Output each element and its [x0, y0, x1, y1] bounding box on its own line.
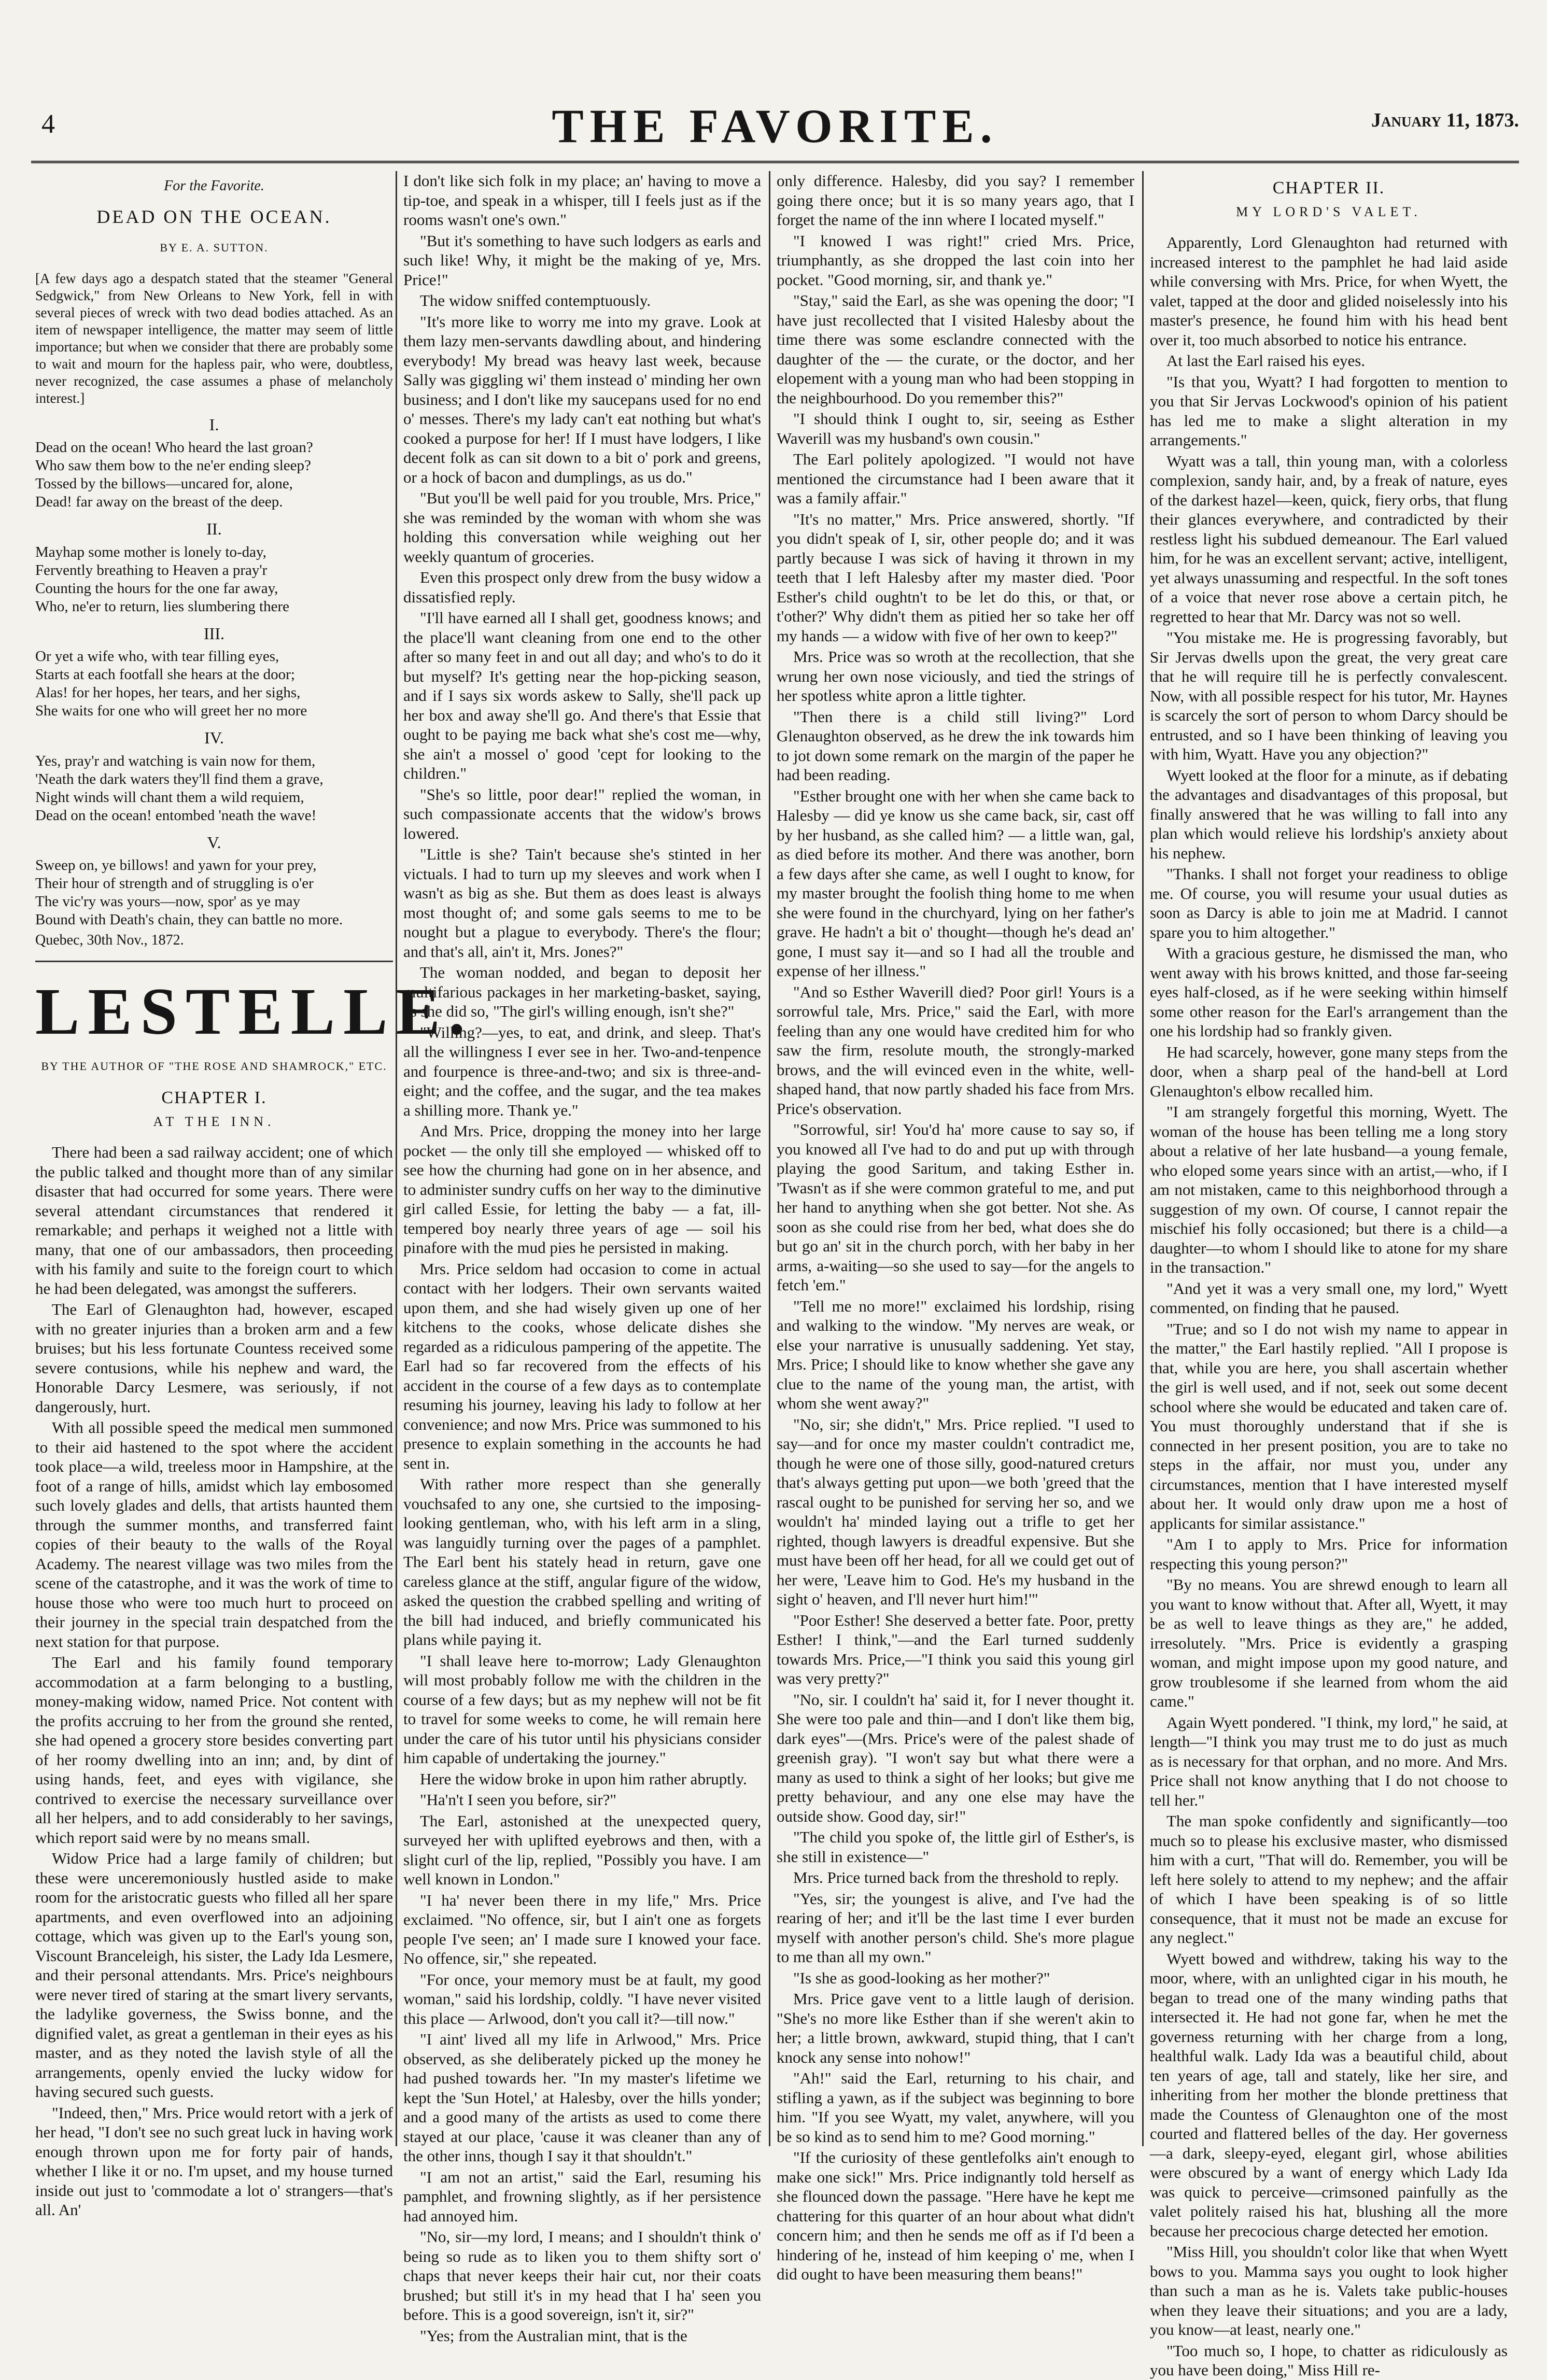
paragraph: "I should think I ought to, sir, seeing as Esther Waverill was my husband's own cousin." — [777, 410, 1134, 447]
stanza — [35, 728, 393, 825]
newspaper-title: THE FAVORITE. — [552, 100, 998, 152]
stanza-number: I. — [209, 415, 219, 434]
stanza-number: V. — [207, 833, 221, 852]
paragraph: "But you'll be well paid for you trouble, Mrs. Price," she was reminded by the woman with whom she was holding this conversation while weighing out her weekly quantum of groceries. — [403, 489, 761, 566]
paragraph: "And so Esther Waverill died? Poor girl! Yours is a sorrowful tale, Mrs. Price," said the Earl, with more feeling than any one would have credited him for who saw the firm, resolute mouth, the strongly-marked brows, and the will evinced even in the white, well-shaped hand, that now partly shaded his face from Mrs. Price's observation. — [777, 982, 1134, 1118]
story-title: LESTELLE. — [35, 974, 473, 1048]
paragraph: "Poor Esther! She deserved a better fate. Poor, pretty Esther! I think,"—and the Earl turned suddenly towards Mrs. Price,—"I think you said this young girl was very pretty?" — [777, 1611, 1134, 1687]
paragraph: "No, sir. I couldn't ha' said it, for I never thought it. She were too pale and thin—and I don't like them big, dark eyes"—(Mrs. Price's were of the palest shade of greenish gray). "I won't say but what there were a many as used to think a sight of her looks; but give me pretty behaviour, and any one else may have the outside show. Good day, sir!" — [777, 1690, 1134, 1825]
paragraph: The widow sniffed contemptuously. — [420, 291, 651, 309]
paragraph: "True; and so I do not wish my name to appear in the matter," the Earl hastily replied. "All I propose is that, while you are here, you shall ascertain whether the girl is well used, and if not, seek out some decent school where she would be educated and taken care of. You must thoroughly understand that if she is connected in her present position, you are to take no steps in the affair, nor must you, under any circumstances, mention that I have interested myself about her. It would only draw upon me a host of applicants for similar assistance." — [1150, 1319, 1508, 1532]
paragraph: "Is that you, Wyatt? I had forgotten to mention to you that Sir Jervas Lockwood's opinion of his patient has led me to make a slight alteration in my arrangements." — [1150, 372, 1508, 449]
paragraph: "I aint' lived all my life in Arlwood," Mrs. Price observed, as she deliberately picked up the money he had pushed towards her. "In my master's lifetime we kept the 'Sun Hotel,' at Halesby, over the hills yonder; and a good many of the artists as used to come there stayed at our place, 'cause it was cleaner than any of the other inns, though I say it that shouldn't." — [403, 2030, 761, 2165]
paragraph: Mrs. Price seldom had occasion to come in actual contact with her lodgers. Their own servants waited upon them, and she had wisely given up one of her kitchens to the cooks, whose delicate dishes she regarded as a ridiculous pampering of the appetite. The Earl had so far recovered from the effects of his accident in the course of a few days as to contemplate resuming his journey, leaving his lady to follow at her convenience; and now Mrs. Price was summoned to his presence to explain something in the accounts he had sent in. — [403, 1259, 761, 1472]
poem-source-note: For the Favorite. — [164, 178, 264, 194]
stanza-text: Sweep on, ye billows! and yawn for your prey, Their hour of strength and of struggling is o'er The vic'ry was yours—now, spor' as ye may Bound with Death's chain, they can battle no more. — [35, 857, 343, 928]
chapter-heading: CHAPTER II. — [1272, 178, 1385, 198]
paragraph: Here the widow broke in upon him rather abruptly. — [420, 1769, 747, 1788]
paragraph: "Willing?—yes, to eat, and drink, and sleep. That's all the willingness I ever see in her. Two-and-tenpence and fourpence is three-and-two; and six is three-and-eight; and the coffee, and the sugar, and the tea makes a shilling more. Thank ye." — [403, 1023, 761, 1119]
stanza-number: III. — [204, 624, 224, 643]
paragraph: "I am not an artist," said the Earl, resuming his pamphlet, and frowning slightly, as if her persistence had annoyed him. — [403, 2167, 761, 2225]
column-divider — [396, 171, 397, 2146]
column-divider — [769, 171, 770, 2146]
paragraph: "If the curiosity of these gentlefolks ain't enough to make one sick!" Mrs. Price indignantly told herself as she flounced down the passage. "Here have he kept me chattering for this quarter of an hour about what didn't concern him; and then he sends me off as if I'd been a hindering of he, instead of him keeping o' me, when I did ought to have been measuring them beans!" — [777, 2148, 1134, 2283]
paragraph: The Earl politely apologized. "I would not have mentioned the circumstance had I been aware that it was a family affair." — [777, 450, 1134, 507]
paragraph: With all possible speed the medical men summoned to their aid hastened to the spot where the accident took place—a wild, treeless moor in Hampshire, at the foot of a range of hills, amidst which lay embosomed such lovely glades and dells, that artists haunted them through the summer months, and transferred faint copies of their beauty to the walls of the Royal Academy. The nearest village was two miles from the scene of the catastrophe, and it was the work of time to house those who were too much hurt to proceed on their journey in the special train despatched from the next station for that purpose. — [35, 1418, 393, 1651]
story-byline: BY THE AUTHOR OF "THE ROSE AND SHAMROCK," ETC. — [41, 1059, 387, 1073]
stanza-number: II. — [206, 519, 222, 538]
paragraph: "I shall leave here to-morrow; Lady Glenaughton will most probably follow me with the children in the course of a few days; but as my nephew will not be fit to travel for some weeks to come, he will remain here under the care of his tutor until his physicians consider him capable of undertaking the journey." — [403, 1651, 761, 1767]
paragraph: Apparently, Lord Glenaughton had returned with increased interest to the pamphlet he had laid aside while conversing with Mrs. Price, for when Wyett, the valet, tapped at the door and glided noiselessly into his master's presence, he found him with his head bent over it, too much absorbed to notice his entrance. — [1150, 233, 1508, 349]
paragraph: With a gracious gesture, he dismissed the man, who went away with his brows knitted, and those far-seeing eyes half-closed, as if he were seeking within himself some other reason for the Earl's arrangement than the one his lordship had so frankly given. — [1150, 944, 1508, 1040]
paragraph: Even this prospect only drew from the busy widow a dissatisfied reply. — [403, 568, 761, 606]
paragraph: "Is she as good-looking as her mother?" — [793, 1968, 1050, 1987]
issue-date: January 11, 1873. — [1371, 109, 1519, 131]
paragraph: "For once, your memory must be at fault, my good woman," said his lordship, coldly. "I have never visited this place — Arlwood, don't you call it?—till now." — [403, 1970, 761, 2027]
paragraph: "Then there is a child still living?" Lord Glenaughton observed, as he drew the ink towards him to jot down some remark on the margin of the paper he had been reading. — [777, 707, 1134, 784]
paragraph: Mrs. Price was so wroth at the recollection, that she wrung her own nose viciously, and tied the strings of her spotless white apron a little tighter. — [777, 647, 1134, 705]
paragraph: "Sorrowful, sir! You'd ha' more cause to say so, if you knowed all I've had to do and put up with through playing the good Saritum, and taking Esther in. 'Twasn't as if she were common grateful to me, and put her hand to anything when she got better. Not she. As soon as she could rise from her bed, what does she do but go an' sit in the church porch, with her baby in her arms, a-waiting—so she used to say—for the angels to fetch 'em." — [777, 1120, 1134, 1294]
paragraph: "Tell me no more!" exclaimed his lordship, rising and walking to the window. "My nerves are weak, or else your narrative is unusually saddening. Yet stay, Mrs. Price; I should like to know whether she gave any clue to the name of the young man, the artist, with whom she went away?" — [777, 1297, 1134, 1412]
stanza-text: Or yet a wife who, with tear filling eyes, Starts at each footfall she hears at the door; Alas! for her hopes, her tears, and her sighs, She waits for one who will greet her no more — [35, 648, 307, 719]
paragraph: "No, sir; she didn't," Mrs. Price replied. "I used to say—and for once my master couldn't contradict me, though he were one of those silly, good-natured creturs that's always getting put upon—we both 'greed that the rascal ought to be punished for serving her so, and we wouldn't ha' minded laying out a trifle to get her righted, though lawyers is dreadful expensive. But she must have been off her head, for all we could get out of her were, 'Leave him to God. He's my husband in the sight o' heaven, and I'll never hurt him!'" — [777, 1415, 1134, 1608]
paragraph: "You mistake me. He is progressing favorably, but Sir Jervas dwells upon the great, the very great care that he will require till he is perfectly convalescent. Now, with all possible respect for his tutor, Mr. Haynes is scarcely the sort of person to whom Darcy should be entrusted, and so I have been thinking of leaving you with him, Wyatt. Have you any objection?" — [1150, 628, 1508, 763]
paragraph: Wyett looked at the floor for a minute, as if debating the advantages and disadvantages of this proposal, but finally answered that he was willing to fall into any plan which would relieve his lordship's anxiety about his nephew. — [1150, 766, 1508, 862]
paragraph: Mrs. Price gave vent to a little laugh of derision. "She's no more like Esther than if she weren't akin to her; a little brown, awkward, stupid thing, that I can't knock any sense into nohow!" — [777, 1990, 1134, 2066]
paragraph: The man spoke confidently and significantly—too much so to please his exclusive master, who dismissed him with a curt, "That will do. Remember, you will be left here solely to attend to my nephew; and the affair of which I have been speaking is of so little consequence, that it must not be made an excuse for any neglect." — [1150, 1812, 1508, 1947]
paragraph: "Ha'n't I seen you before, sir?" — [420, 1791, 617, 1809]
paragraph: There had been a sad railway accident; one of which the public talked and thought more than of any similar disaster that had occurred for some years. There were several attendant circumstances that rendered it remarkable; and perhaps it weighed not a little with many, that one of our ambassadors, then proceeding with his family and suite to the foreign court to which he had been delegated, was amongst the sufferers. — [35, 1143, 393, 1298]
paragraph: "Too much so, I hope, to chatter as ridiculously as you have been doing," Miss Hill re- — [1150, 2341, 1508, 2379]
paragraph: He had scarcely, however, gone many steps from the door, when a sharp peal of the hand-bell at Lord Glenaughton's elbow recalled him. — [1150, 1043, 1508, 1100]
stanza — [35, 624, 393, 721]
stanza — [35, 833, 393, 930]
paragraph: "But it's something to have such lodgers as earls and such like! Why, it might be the making of ye, Mrs. Price!" — [403, 231, 761, 289]
column-1 — [35, 171, 473, 2219]
paragraph: "I knowed I was right!" cried Mrs. Price, triumphantly, as she dropped the last coin into her pocket. "Good morning, sir, and thank ye." — [777, 231, 1134, 289]
paragraph: I don't like sich folk in my place; an' having to move a tip-toe, and speak in a whisper, till I feels just as if the rooms wasn't one's own." — [403, 172, 761, 229]
stanza-text: Dead on the ocean! Who heard the last groan? Who saw them bow to the ne'er ending sleep? Tossed by the billows—uncared for, alone, Dead! far away on the breast of the deep. — [35, 439, 313, 510]
paragraph: "Yes; from the Australian mint, that is the — [420, 2326, 687, 2345]
paragraph: "I'll have earned all I shall get, goodness knows; and the place'll want cleaning from one end to the other after so many feet in and out all day; and who's to do it but myself? It's getting near the hop-picking season, and if I says six words askew to Sally, she'll pack up her box and away she'll go. And there's that Essie that ought to be paying me back what she's cost me—why, she ain't a mossel o' good 'cept for looking to the children." — [403, 609, 761, 782]
poem-byline: BY E. A. SUTTON. — [160, 241, 269, 254]
paragraph: "No, sir—my lord, I means; and I shouldn't think o' being so rude as to liken you to them shifty sort o' chaps that never keeps their hair cut, nor their coats brushed; but still it's in my head that I ha' seen you before. This is a good sovereign, isn't it, sir?" — [403, 2228, 761, 2323]
paragraph: "Indeed, then," Mrs. Price would retort with a jerk of her head, "I don't see no such great luck in having work enough thrown upon me for forty pair of hands, whether I like it or no. I'm upset, and my house turned inside out just to 'commodate a lot o' strangers—that's all. An' — [35, 2103, 393, 2219]
paragraph: The Earl of Glenaughton had, however, escaped with no greater injuries than a broken arm and a few bruises; but his less fortunate Countess received some severe contusions, while his nephew and ward, the Honorable Darcy Lesmere, was seriously, if not dangerously, hurt. — [35, 1300, 393, 1416]
chapter-heading: CHAPTER I. — [161, 1088, 267, 1107]
stanza — [35, 415, 393, 512]
paragraph: "It's more like to worry me into my grave. Look at them lazy men-servants dawdling about, and hindering everybody! My bread was heavy last week, because Sally was giggling wi' them instead o' minding her own business; and I don't like my saucepans used for no end o' messes. There's my lady can't eat nothing but what's cooked a purpose for her! If I must have lodgers, I like decent folk as can sit down to a bit o' pork and greens, or a hock of bacon and dumplings, as us do." — [403, 312, 761, 486]
stanza-text: Mayhap some mother is lonely to-day, Fervently breathing to Heaven a pray'r Counting the hours for the one far away, Who, ne'er to return, lies slumbering there — [35, 543, 290, 615]
stanza-number: IV. — [204, 728, 224, 747]
paragraph: And Mrs. Price, dropping the money into her large pocket — the only till she employed — whisked off to see how the churning had gone on in her absence, and to administer sundry cuffs on her way to the diminutive girl called Essie, for letting the baby — a fat, ill-tempered boy nearly three years of age — soil his pinafore with the mud pies he persisted in making. — [403, 1122, 761, 1257]
paragraph: The woman nodded, and began to deposit her multifarious packages in her marketing-basket, saying, as she did so, "The girl's willing enough, isn't she?" — [403, 963, 761, 1020]
paragraph: "Little is she? Tain't because she's stinted in her victuals. I had to turn up my sleeves and work when I wasn't as big as she. But them as does least is always most thought of; and some gals seems to me to be nought but a plague to everybody. There's the flour; and that's all, ain't it, Mrs. Jones?" — [403, 845, 761, 961]
poem-intro: [A few days ago a despatch stated that the steamer "General Sedgwick," from New Orleans to New York, fell in with several pieces of wreck with two dead bodies attached. As an item of newspaper intelligence, the matter may seem of little importance; but when we consider that there are probably some to wait and mourn for the hapless pair, who were, doubtless, never recognized, the case assumes a phase of melancholy interest.] — [35, 270, 393, 406]
paragraph: With rather more respect than she generally vouchsafed to any one, she curtsied to the imposing-looking gentleman, who, with his left arm in a sling, was languidly turning over the pages of a pamphlet. The Earl bent his stately head in return, gave one careless glance at the stiff, angular figure of the widow, asked the question the crabbed spelling and writing of the bill had induced, and briefly communicated his plans while paying it. — [403, 1475, 761, 1649]
page-number: 4 — [41, 109, 55, 139]
column-divider — [1142, 171, 1144, 2146]
paragraph: "It's no matter," Mrs. Price answered, shortly. "If you didn't speak of I, sir, other people do; and it was partly because I was sick of having it thrown in my teeth that I left Halesby after my master died. 'Poor Esther's child oughtn't to be let do this, or that, or t'other?' Why didn't them as pitied her so take her off my hands — a widow with five of her own to keep?" — [777, 510, 1134, 645]
stanza — [35, 519, 393, 616]
paragraph: "Esther brought one with her when she came back to Halesby — did ye know us she came back, sir, cast off by her husband, as she called him? — a little wan, gal, as died before its mother. And there was another, born a few days after she came, as well I ought to know, for my master brought the foolish thing home to me when she were found in the churchyard, lying on her father's grave. He hadn't a bit o' thought—though he's dead an' gone, I must say it—and so I had all the trouble and expense of her illness." — [777, 786, 1134, 980]
paragraph: Again Wyett pondered. "I think, my lord," he said, at length—"I think you may trust me to do just as much as is necessary for that orphan, and no more. And Mrs. Price shall not know anything that I do not choose to tell her." — [1150, 1713, 1508, 1809]
paragraph: Wyatt was a tall, thin young man, with a colorless complexion, sandy hair, and, by a freak of nature, eyes of the darkest hazel—keen, quick, fiery orbs, that flung their glances everywhere, and contradicted by their restless light his subdued demeanour. The Earl valued him, for he was an excellent servant; active, intelligent, yet always unassuming and respectful. In the soft tones of a voice that never rose above a certain pitch, he regretted to hear that Mr. Darcy was not so well. — [1150, 452, 1508, 626]
paragraph: "She's so little, poor dear!" replied the woman, in such compassionate accents that the widow's brows lowered. — [403, 785, 761, 842]
paragraph: Wyett bowed and withdrew, taking his way to the moor, where, with an unlighted cigar in his mouth, he began to tread one of the many winding paths that intersected it. He had not gone far, when he met the governess returning with her charge from a long, healthful walk. Lady Ida was a beautiful child, about ten years of age, tall and stately, like her sire, and inheriting from her mother the blonde prettiness that made the Countess of Glenaughton one of the most courted and flattered belles of the day. Her governess—a dark, sleepy-eyed, elegant girl, whose abilities were obscured by a want of energy which Lady Ida was quick to perceive—crimsoned painfully as the valet politely raised his hat, blushing all the more because her precocious charge detected her emotion. — [1150, 1949, 1508, 2240]
paragraph: Mrs. Price turned back from the threshold to reply. — [793, 1868, 1119, 1886]
paragraph: "The child you spoke of, the little girl of Esther's, is she still in existence—" — [777, 1828, 1134, 1866]
masthead — [31, 93, 1519, 156]
stanza-text: Yes, pray'r and watching is vain now for them, 'Neath the dark waters they'll find them a grave, Night winds will chant them a wild requiem, Dead on the ocean! entombed 'neath the wave! — [35, 752, 324, 824]
poem-title: DEAD ON THE OCEAN. — [96, 206, 332, 227]
paragraph: "Miss Hill, you shouldn't color like that when Wyett bows to you. Mamma says you ought to look higher than such a man as he is. Valets take public-houses when they leave their situations; and you are a lady, you know—at least, nearly one." — [1150, 2243, 1508, 2339]
paragraph: "Thanks. I shall not forget your readiness to oblige me. Of course, you will resume your usual duties as soon as Darcy is able to join me at Madrid. I cannot spare you to him altogether." — [1150, 865, 1508, 941]
paragraph: only difference. Halesby, did you say? I remember going there once; but it is so many years ago, that I forget the name of the inn where I located myself." — [777, 172, 1134, 229]
paragraph: "And yet it was a very small one, my lord," Wyett commented, on finding that he paused. — [1150, 1279, 1508, 1317]
paragraph: The Earl and his family found temporary accommodation at a farm belonging to a bustling, money-making widow, named Price. Not content with the profits accruing to her from the ground she rented, she had opened a grocery store besides converting part of her roomy dwelling into an inn; and, by dint of using hands, feet, and eyes with vigilance, she contrived to exercise the necessary surveillance over all her helpers, and to add considerably to her savings, which report said were by no means small. — [35, 1653, 393, 1847]
paragraph: At last the Earl raised his eyes. — [1166, 351, 1366, 370]
paragraph: "I ha' never been there in my life," Mrs. Price exclaimed. "No offence, sir, but I ain't one as forgets people I've seen; an' I made sure I knowed your face. No offence, sir," she repeated. — [403, 1891, 761, 1967]
paragraph: "Yes, sir; the youngest is alive, and I've had the rearing of her; and it'll be the last time I ever burden myself with another person's child. She's more plague to me than all my own." — [777, 1889, 1134, 1966]
paragraph: "Ah!" said the Earl, returning to his chair, and stifling a yawn, as if the subject was beginning to bore him. "If you see Wyatt, my valet, anywhere, will you be so kind as to send him to me? Good morning." — [777, 2069, 1134, 2146]
paragraph: "By no means. You are shrewd enough to learn all you want to know without that. After all, Wyett, it may be as well to leave things as they are," he added, irresolutely. "Mrs. Price is evidently a grasping woman, and might impose upon my good nature, and grow troublesome if she learned from whom the aid came." — [1150, 1575, 1508, 1710]
masthead-rule — [31, 161, 1519, 163]
column-4 — [1150, 171, 1508, 2379]
chapter-subheading: AT THE INN. — [153, 1114, 275, 1129]
column-3 — [777, 171, 1134, 2283]
paragraph: Widow Price had a large family of children; but these were unceremoniously hustled aside to make room for the aristocratic guests who filled all her spare apartments, and even overflowed into an adjoining cottage, which was given up to the Earl's young son, Viscount Branceleigh, his sister, the Lady Ida Lesmere, and their personal attendants. Mrs. Price's neighbours were never tired of staring at the smart livery servants, the ladylike governess, the Swiss bonne, and the dignified valet, as great a gentleman in their eyes as his master, and as they noted the lavish style of all the arrangements, openly envied the lucky widow for having secured such guests. — [35, 1849, 393, 2101]
column-2 — [403, 171, 761, 2345]
paragraph: "Am I to apply to Mrs. Price for information respecting this young person?" — [1150, 1535, 1508, 1573]
poem-place-date: Quebec, 30th Nov., 1872. — [35, 932, 184, 948]
chapter-subheading: MY LORD'S VALET. — [1236, 204, 1422, 219]
paragraph: "I am strangely forgetful this morning, Wyett. The woman of the house has been telling me a long story about a relative of her late husband—a young female, who eloped some years since with an artist,—who, if I am not mistaken, came to this neighborhood through a suggestion of my own. Of course, I cannot repair the mischief his folly occasioned; but there is a child—a daughter—to whom I should like to atone for my share in the transaction." — [1150, 1103, 1508, 1276]
section-rule — [35, 961, 393, 962]
paragraph: The Earl, astonished at the unexpected query, surveyed her with uplifted eyebrows and then, with a slight curl of the lip, replied, "Possibly you have. I am well known in London." — [403, 1811, 761, 1888]
paragraph: "Stay," said the Earl, as she was opening the door; "I have just recollected that I visited Halesby about the time there was some esclandre connected with the daughter of the — the curate, or the doctor, and her elopement with a young man who had been stopping in the neighbourhood. Do you remember this?" — [777, 291, 1134, 407]
